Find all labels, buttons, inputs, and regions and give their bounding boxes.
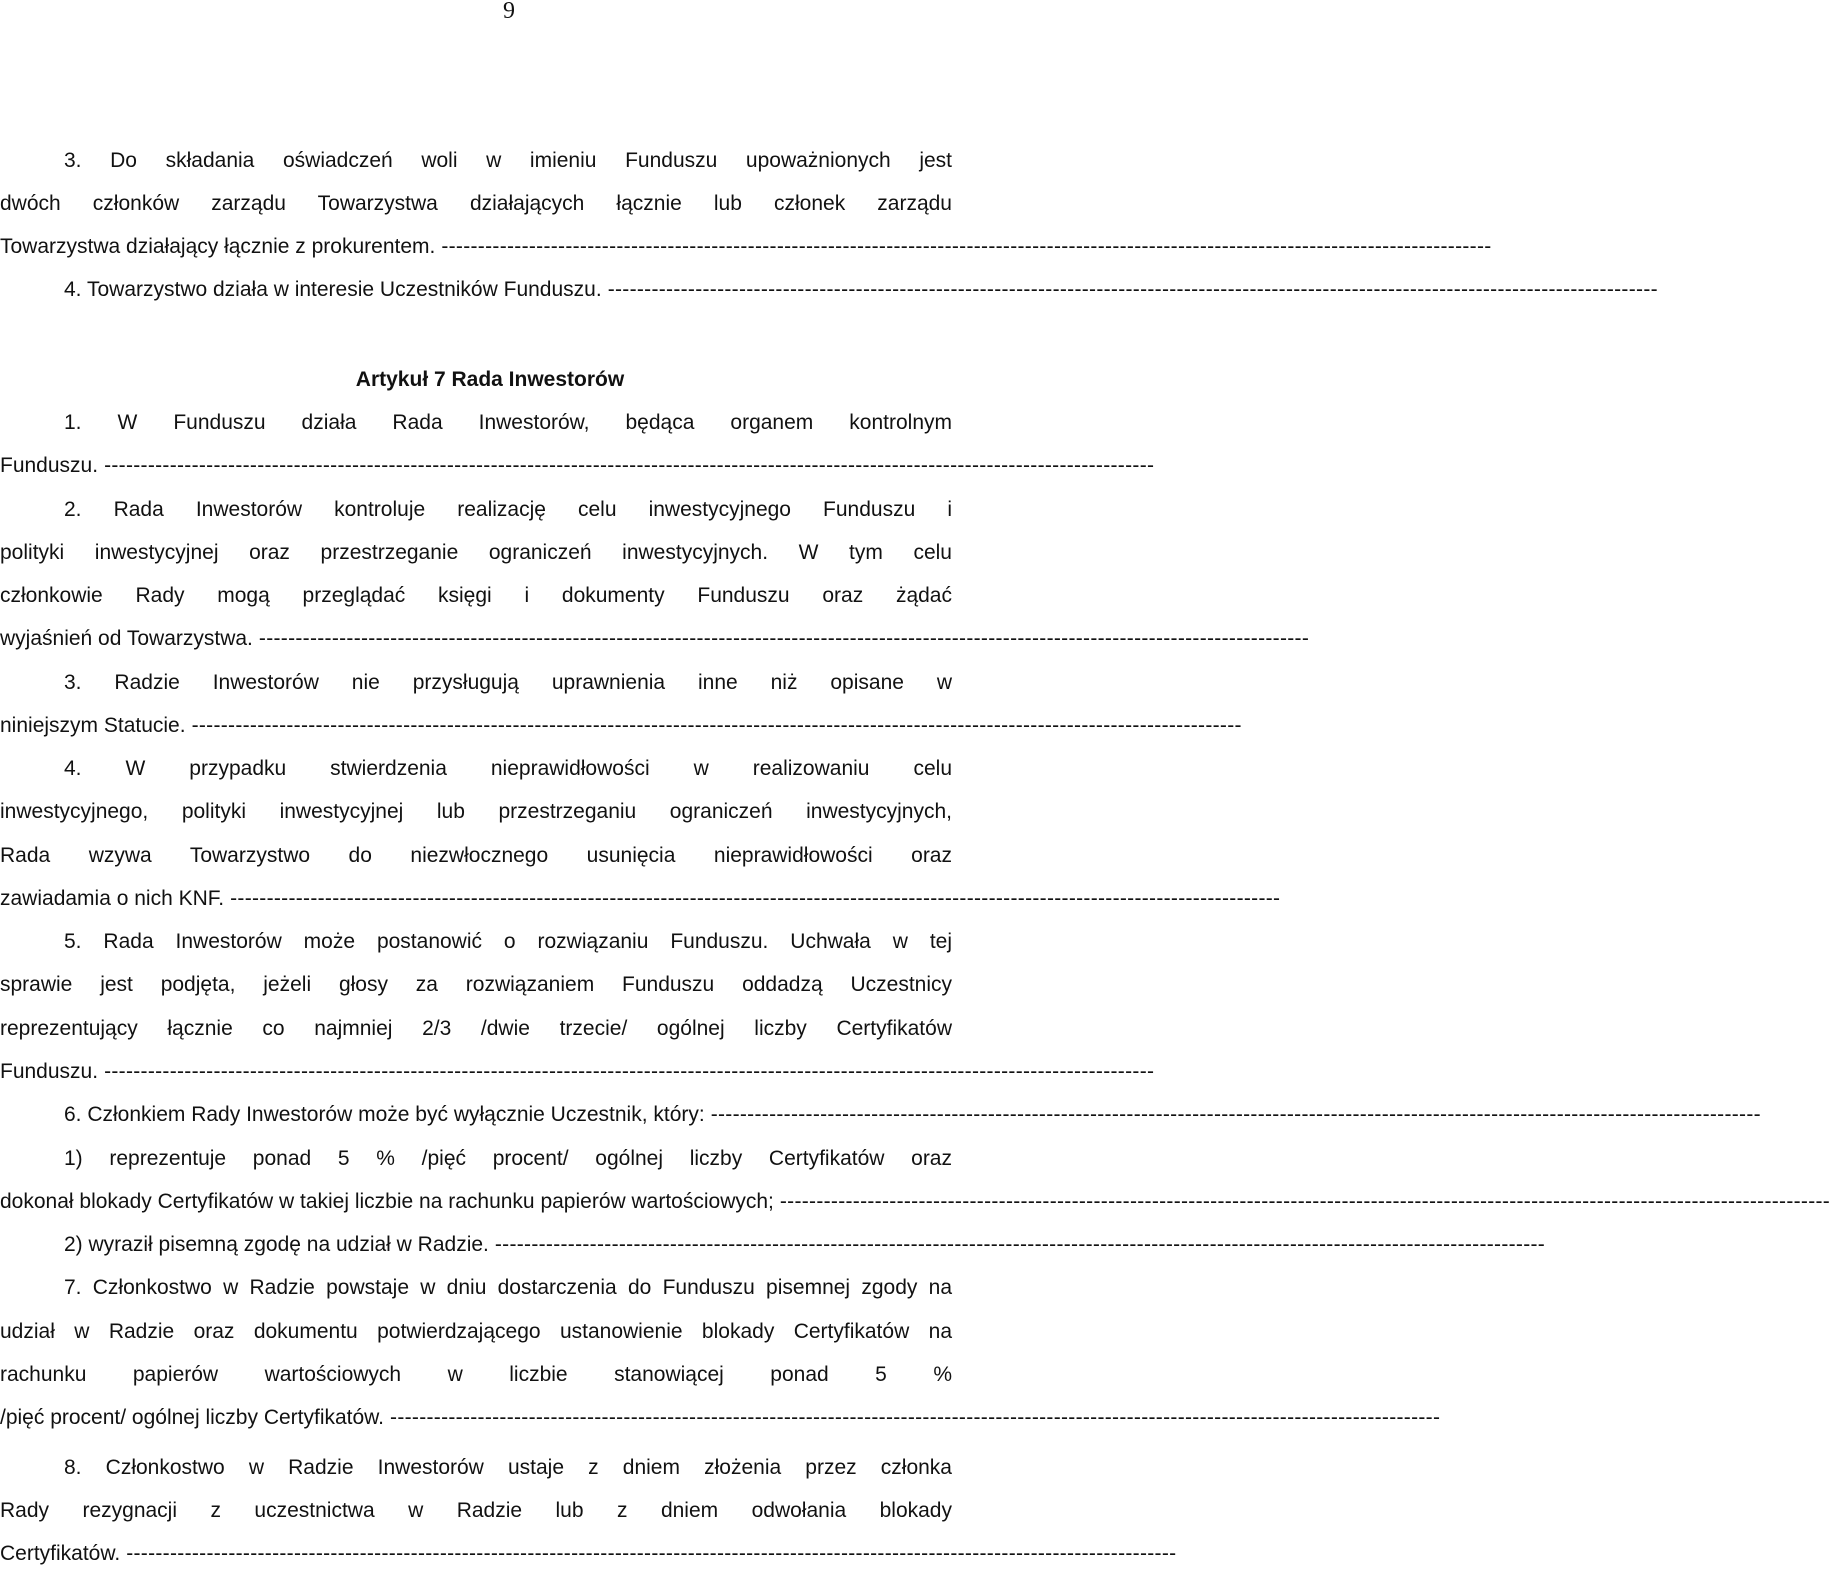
line-text: Certyfikatów.	[0, 1542, 121, 1565]
dash-filler: ------------------------------------------------------------------------------------------------------------------------------------------------	[104, 1060, 1155, 1083]
paragraph-line: dwóch członków zarządu Towarzystwa działających łącznie lub członek zarządu	[0, 192, 952, 215]
paragraph-line: sprawie jest podjęta, jeżeli głosy za rozwiązaniem Funduszu oddadzą Uczestnicy	[0, 973, 952, 996]
line-text: 4. Towarzystwo działa w interesie Uczestników Funduszu.	[64, 278, 602, 301]
dash-filler: ------------------------------------------------------------------------------------------------------------------------------------------------	[230, 887, 1281, 910]
line-text: 2) wyraził pisemną zgodę na udział w Radzie.	[64, 1233, 489, 1256]
paragraph-line: 8. Członkostwo w Radzie Inwestorów ustaje z dniem złożenia przez członka	[64, 1456, 952, 1479]
paragraph-line	[0, 712, 1242, 740]
paragraph-line: 5. Rada Inwestorów może postanowić o rozwiązaniu Funduszu. Uchwała w tej	[64, 930, 952, 953]
line-text: zawiadamia o nich KNF.	[0, 887, 225, 910]
article-heading: Artykuł 7 Rada Inwestorów	[355, 368, 625, 391]
paragraph-line: 4. W przypadku stwierdzenia nieprawidłowości w realizowaniu celu	[64, 757, 952, 780]
paragraph-line: 7. Członkostwo w Radzie powstaje w dniu dostarczenia do Funduszu pisemnej zgody na	[64, 1276, 952, 1299]
dash-filler: ------------------------------------------------------------------------------------------------------------------------------------------------	[710, 1103, 1761, 1126]
line-text: Funduszu.	[0, 1060, 99, 1083]
paragraph-line: 3. Do składania oświadczeń woli w imieniu Funduszu upoważnionych jest	[64, 149, 952, 172]
paragraph-line: inwestycyjnego, polityki inwestycyjnej lub przestrzeganiu ograniczeń inwestycyjnych,	[0, 800, 952, 823]
dash-filler: ------------------------------------------------------------------------------------------------------------------------------------------------	[258, 627, 1310, 650]
paragraph-line	[0, 1404, 1441, 1432]
paragraph-line	[0, 1231, 1546, 1259]
dash-filler: ------------------------------------------------------------------------------------------------------------------------------------------------	[104, 454, 1155, 477]
line-text: wyjaśnień od Towarzystwa.	[0, 627, 253, 650]
line-text: niniejszym Statucie.	[0, 714, 186, 737]
paragraph-line: 3. Radzie Inwestorów nie przysługują uprawnienia inne niż opisane w	[64, 671, 952, 694]
paragraph-line	[0, 276, 1658, 304]
paragraph-line	[0, 1101, 1761, 1129]
line-text: dokonał blokady Certyfikatów w takiej liczbie na rachunku papierów wartościowych;	[0, 1190, 774, 1213]
dash-filler: ------------------------------------------------------------------------------------------------------------------------------------------------	[441, 235, 1492, 258]
paragraph-line	[0, 1540, 1177, 1568]
paragraph-line: Rada wzywa Towarzystwo do niezwłocznego usunięcia nieprawidłowości oraz	[0, 844, 952, 867]
line-text: /pięć procent/ ogólnej liczby Certyfikatów.	[0, 1406, 385, 1429]
paragraph-line: 1. W Funduszu działa Rada Inwestorów, będąca organem kontrolnym	[64, 411, 952, 434]
paragraph-line	[0, 452, 1155, 480]
line-text: Funduszu.	[0, 454, 99, 477]
dash-filler: ------------------------------------------------------------------------------------------------------------------------------------------------	[494, 1233, 1546, 1256]
paragraph-line	[0, 1058, 1155, 1086]
paragraph-line: udział w Radzie oraz dokumentu potwierdzającego ustanowienie blokady Certyfikatów na	[0, 1320, 952, 1343]
paragraph-line: członkowie Rady mogą przeglądać księgi i dokumenty Funduszu oraz żądać	[0, 584, 952, 607]
page-number: 9	[503, 0, 515, 24]
dash-filler: ------------------------------------------------------------------------------------------------------------------------------------------------	[607, 278, 1658, 301]
paragraph-line: Rady rezygnacji z uczestnictwa w Radzie lub z dniem odwołania blokady	[0, 1499, 952, 1522]
paragraph-line: reprezentujący łącznie co najmniej 2/3 /dwie trzecie/ ogólnej liczby Certyfikatów	[0, 1017, 952, 1040]
paragraph-line: polityki inwestycyjnej oraz przestrzeganie ograniczeń inwestycyjnych. W tym celu	[0, 541, 952, 564]
paragraph-line: 2. Rada Inwestorów kontroluje realizację celu inwestycyjnego Funduszu i	[64, 498, 952, 521]
dash-filler: ------------------------------------------------------------------------------------------------------------------------------------------------	[779, 1190, 1830, 1213]
line-text: Towarzystwa działający łącznie z prokurentem.	[0, 235, 436, 258]
dash-filler: ------------------------------------------------------------------------------------------------------------------------------------------------	[126, 1542, 1177, 1565]
line-text: 6. Członkiem Rady Inwestorów może być wyłącznie Uczestnik, który:	[64, 1103, 705, 1126]
paragraph-line	[0, 233, 1492, 261]
paragraph-line	[0, 1188, 1830, 1216]
dash-filler: ------------------------------------------------------------------------------------------------------------------------------------------------	[390, 1406, 1441, 1429]
paragraph-line: 1) reprezentuje ponad 5 % /pięć procent/ ogólnej liczby Certyfikatów oraz	[64, 1147, 952, 1170]
paragraph-line	[0, 625, 1310, 653]
paragraph-line: rachunku papierów wartościowych w liczbie stanowiącej ponad 5 %	[0, 1363, 952, 1386]
dash-filler: ------------------------------------------------------------------------------------------------------------------------------------------------	[191, 714, 1242, 737]
paragraph-line	[0, 885, 1281, 913]
